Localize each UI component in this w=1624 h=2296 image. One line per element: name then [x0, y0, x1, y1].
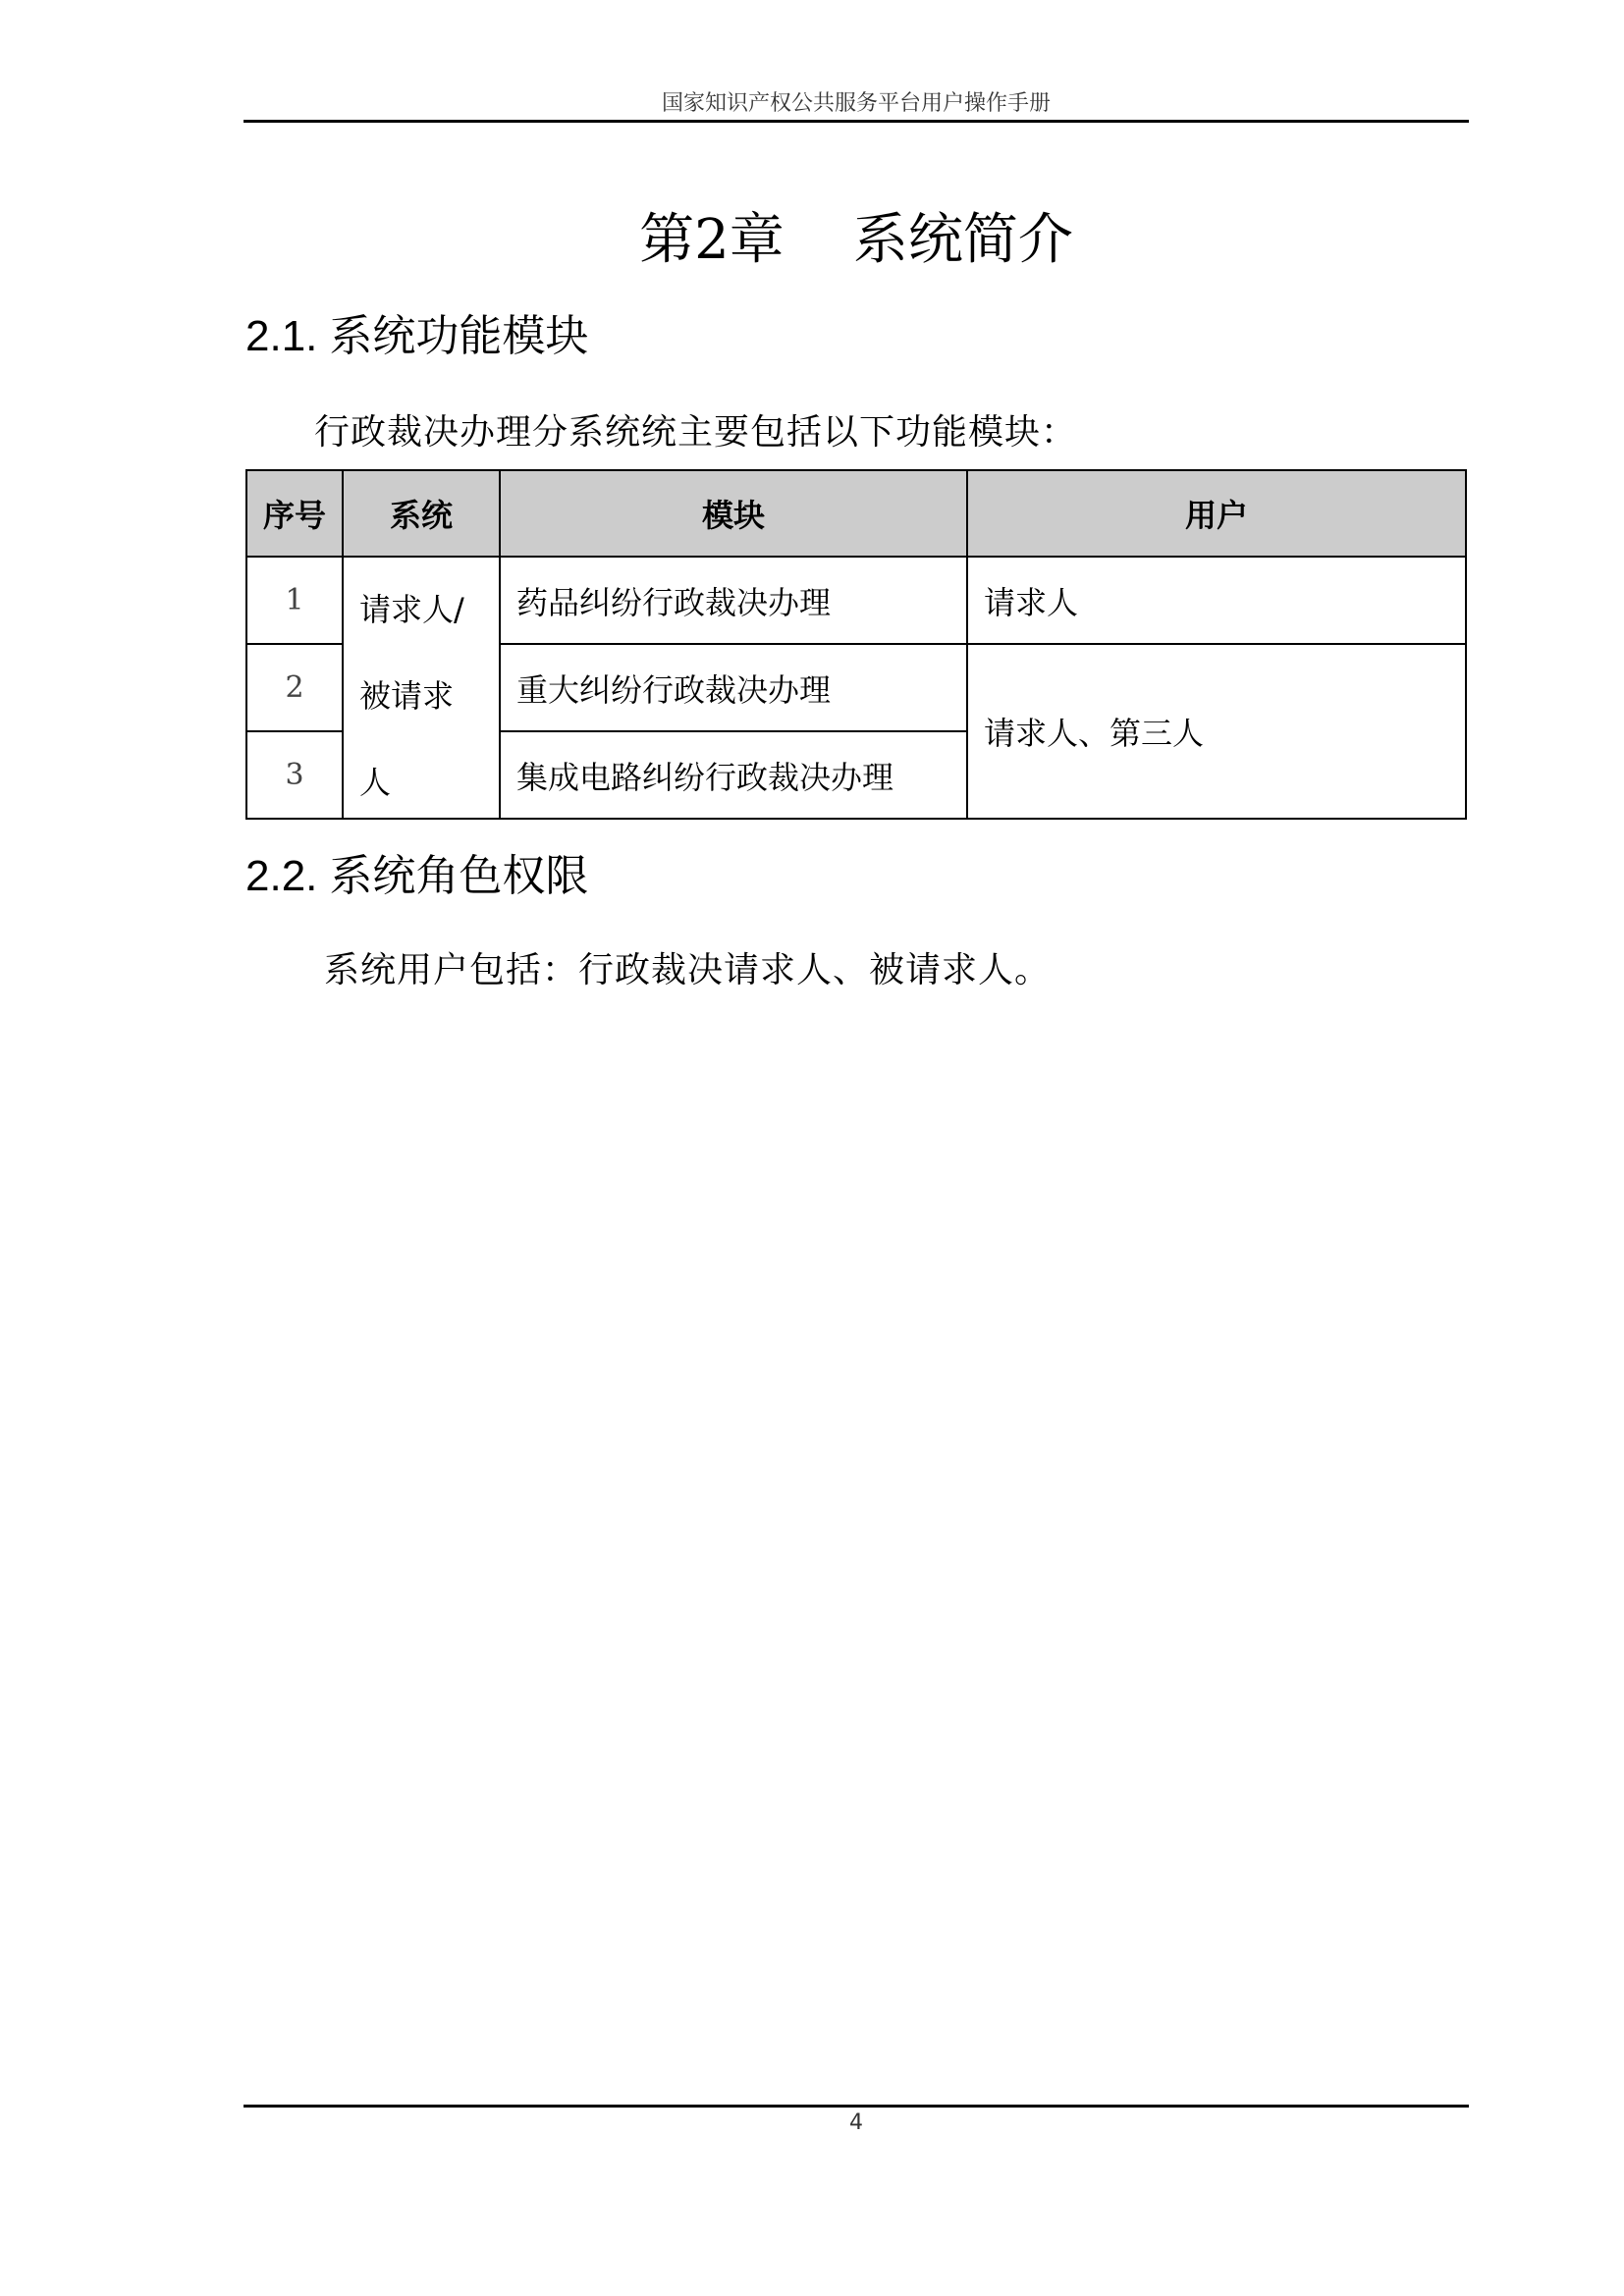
- row-number: 2: [246, 644, 343, 731]
- table-row: [246, 557, 1466, 644]
- footer-divider: [244, 2105, 1469, 2108]
- module-table: [245, 469, 1467, 820]
- chapter-name: 系统简介: [852, 208, 1073, 272]
- section-body: 系统用户包括：行政裁决请求人、被请求人。: [324, 950, 1052, 990]
- header-cell-module: 模块: [500, 470, 967, 557]
- system-line: 人: [359, 764, 392, 801]
- row-number: 1: [246, 557, 343, 644]
- row-number: 3: [246, 731, 343, 819]
- section-number: 2.1.: [245, 312, 318, 360]
- header-cell-index: 序号: [246, 470, 343, 557]
- section-title: 系统功能模块: [329, 311, 589, 361]
- system-cell: [343, 557, 500, 819]
- section-number: 2.2.: [245, 852, 318, 900]
- section-intro: 行政裁决办理分系统统主要包括以下功能模块：: [314, 412, 1078, 453]
- section-title: 系统角色权限: [329, 851, 589, 901]
- system-line: 被请求: [359, 677, 455, 715]
- section-heading-2-1: [245, 300, 588, 363]
- module-cell: 集成电路纠纷行政裁决办理: [500, 731, 967, 819]
- table-header-row: [246, 470, 1466, 557]
- page-number: 4: [849, 2110, 863, 2135]
- page-header: 国家知识产权公共服务平台用户操作手册: [661, 91, 1051, 116]
- chapter-number: 第2章: [639, 208, 785, 272]
- section-heading-2-2: [245, 840, 588, 903]
- user-cell: 请求人、第三人: [967, 644, 1466, 819]
- chapter-title: [244, 196, 1469, 275]
- user-cell: 请求人: [967, 557, 1466, 644]
- header-cell-user: 用户: [967, 470, 1466, 557]
- module-cell: 重大纠纷行政裁决办理: [500, 644, 967, 731]
- header-cell-system: 系统: [343, 470, 500, 557]
- system-line: 请求人/: [359, 591, 464, 628]
- module-cell: 药品纠纷行政裁决办理: [500, 557, 967, 644]
- header-divider: [244, 120, 1469, 123]
